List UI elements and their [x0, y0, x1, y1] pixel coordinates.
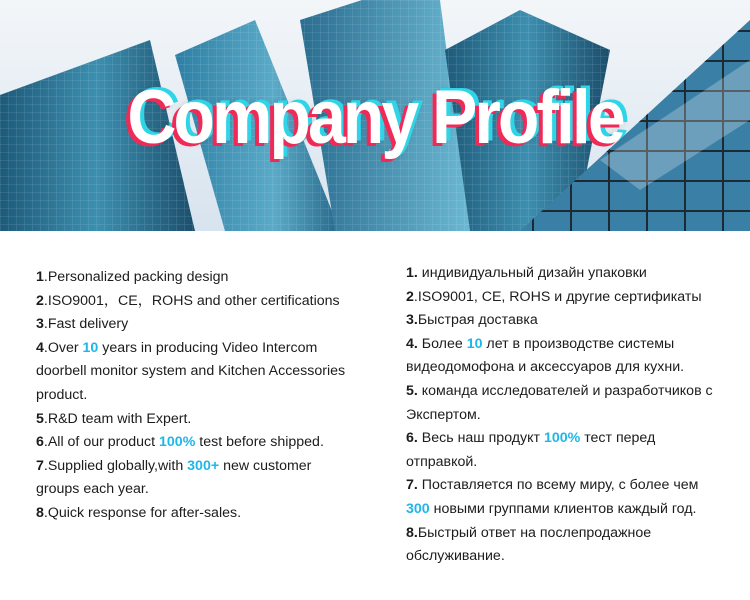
list-item: 4.Over 10 years in producing Video Intercom doorbell monitor system and Kitchen Accessories product. — [36, 339, 346, 403]
list-item: 1. индивидуальный дизайн упаковки — [406, 265, 647, 281]
list-item: 8.Quick response for after-sales. — [36, 504, 242, 521]
list-item: 6.All of our product 100% test before shipped. — [36, 434, 324, 451]
list-item: 5.R&D team with Expert. — [36, 410, 192, 427]
banner — [0, 0, 750, 231]
list-item: 7.Supplied globally,with 300+ new customer groups each year. — [36, 457, 312, 498]
list-item: 3.Fast delivery — [36, 316, 129, 333]
list-item: 2.ISO9001, CE, ROHS и другие сертификаты — [406, 288, 702, 305]
list-item: 4. Более 10 лет в производстве системы видеодомофона и аксессуаров для кухни. — [406, 335, 685, 376]
list-item: 6. Весь наш продукт 100% тест перед отправкой. — [406, 430, 656, 470]
russian-list — [406, 262, 726, 569]
english-list — [36, 266, 356, 526]
list-item: 8.Быстрый ответ на послепродажное обслуживание. — [406, 524, 652, 565]
list-item: 3.Быстрая доставка — [406, 312, 538, 329]
list-item: 5. команда исследователей и разработчиков с Экспертом. — [406, 382, 713, 423]
list-item: 1.Personalized packing design — [36, 269, 229, 285]
list-item: 2.ISO9001，CE，ROHS and other certifications — [36, 292, 340, 309]
page-title: Company Profile — [127, 74, 623, 160]
list-item: 7. Поставляется по всему миру, с более чем 300 новыми группами клиентов каждый год. — [406, 477, 699, 517]
